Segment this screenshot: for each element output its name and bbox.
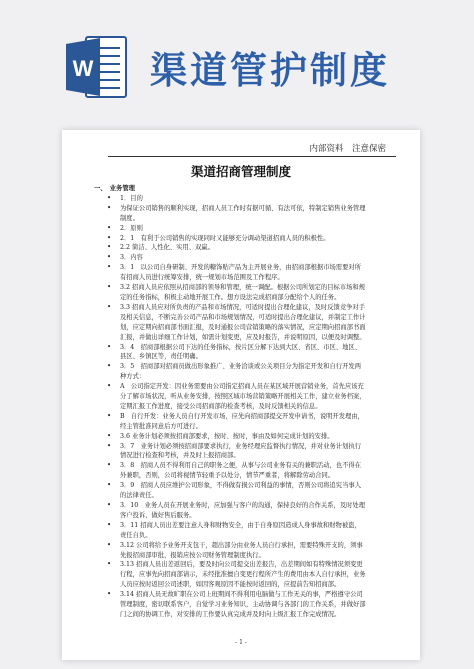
paragraph: • 3．4 招商部根据公司下达的任务指标，按片区分解下达到大区、省区、市区、地区、县区、乡镇区等，责任明确。 (104, 343, 366, 363)
paragraph: • 3．内容 (104, 253, 366, 263)
svg-text:W: W (72, 56, 94, 81)
paragraph: • 3．7 业务计划必须按招商部要求执行，业务经理应监督执行情况，并对业务计划执行情况进行检查和考核，并及时上报招商部。 (104, 442, 366, 462)
word-document-icon (66, 34, 128, 100)
paragraph: • 2．原则 (104, 224, 366, 234)
document-body (94, 184, 366, 620)
paragraph: • 为保证公司销售的顺利实现，招商人员工作时有据可循、有法可依，特制定销售业务管理制度。 (104, 204, 366, 224)
confidential-note: 内部资料 注意保密 (309, 144, 386, 154)
section-heading: 一、 业务管理 (94, 185, 135, 192)
paragraph: • A 公司指定开发：因业务需要由公司指定招商人员在某区域开展营销业务，首先应该充分了解市场状况，听从业务安排，按照区域市场营销策略开展相关工作，建立业务档案，定期汇报工作进度，接受公司招商部的检查考核，及时反馈相关的信息。 (104, 382, 366, 412)
header-rule (108, 156, 396, 157)
paragraph: • 3．11 招商人员出差要注意人身和财物安全，由于自身原因造成人身事故和财物被盗，责任自负。 (104, 521, 366, 541)
paragraph: • 3．9 招商人员应维护公司形象，不得做有损公司利益的事情，否则公司将追究当事人的法律责任。 (104, 481, 366, 501)
paragraph: • 3.2 招商人员应依照从招商部的领导和管理，统一调配。根据公司所划定的目标市场和规定的任务指标，积极主动地开展工作。想方设法完成招商部分配给个人的任务。 (104, 283, 366, 303)
paragraph: • 3.3 招商人员应对所负责的产品和市场情况，可适时提出合理化建议，及时反馈竞争对手及相关信息，不断完善公司产品和市场规划情况，可适时提出合理化建议，并制定工作计划，应定期向招商部书面汇报，及时通报公司营销策略的落实情况，应定期向招商部书面汇报，并做出详细工作计划，如需计划变更，应及时报告，并说明原因，以便及时调整。 (104, 303, 366, 343)
document-title: 渠道招商管理制度 (190, 164, 291, 179)
banner-title: 渠道管护制度 (150, 49, 390, 92)
paragraph: • 3．1 以公司自身研制、开发的糖饰贴产品为主开展业务，由招商部根据市场需要对所有招商人员进行统筹安排，统一规划市场范围及工作程序。 (104, 263, 366, 283)
paragraph: • 2.2 简洁、人性化、实用、双赢。 (104, 243, 366, 253)
paragraph: • 3.13 招商人员出差返回后，要及时向公司提交出差报告，出差期间如有特殊情况须变更行程，应事先向招商部请示，未经批准擅自变更行程所产生的费用由本人自行承担，业务人员应按时返回公司述职，如因客观原因不能按时返回的，应提前告知招商部。 (104, 560, 366, 590)
paragraph: • 3．8 招商人员不得利用自己的职务之便，从事与公司业务有关的兼职活动，也不得在外兼职，否则，公司将视情节轻重予以处分，情节严重者，将解除劳动合同。 (104, 461, 366, 481)
paragraph: • 2．1 有利于公司销售的实现同时又能够充分调动渠道招商人员的积极性。 (104, 234, 366, 244)
paragraph: • 3.12 公司将给予业务开支包干，超出部分由业务人员自行承担，需要特殊开支的，须事先报招商部审批，报销应按公司财务管理制度执行。 (104, 541, 366, 561)
paragraph: • 3.14 招商人员无故旷职在公司上班期间不得利用电脑做与工作无关的事，严格遵守公司管理制度，密切联系客户，自觉学习业务知识，主动协调与各部门的工作关系，并做好部门之间的协调工作，对安排的工作要认真完成并及时向上级汇报工作完成情况。 (104, 590, 366, 620)
paragraph: • 3．5 招商部对招商员做出形象推广、业务洽谈或公关项目分为指定开发和自行开发两种方式： (104, 362, 366, 382)
page-number: - 1 - (235, 639, 247, 646)
paragraph: • 3.6 业务计划必须按招商部要求，按时、按时，事由及如何完成计划的安排。 (104, 432, 366, 442)
paragraph: • 3．10 业务人员在开展业务时，应加强与客户的沟通，保持良好的合作关系，及时处理客户投诉，做好售后服务。 (104, 501, 366, 521)
banner (0, 0, 474, 112)
paragraph: • B 自行开发：业务人员自行开发市场，应先向招商部提交开发申请书，说明开发理由，经主管批准同意后方可进行。 (104, 412, 366, 432)
document-page (62, 130, 420, 660)
paragraph: • 1．目的 (104, 194, 366, 204)
